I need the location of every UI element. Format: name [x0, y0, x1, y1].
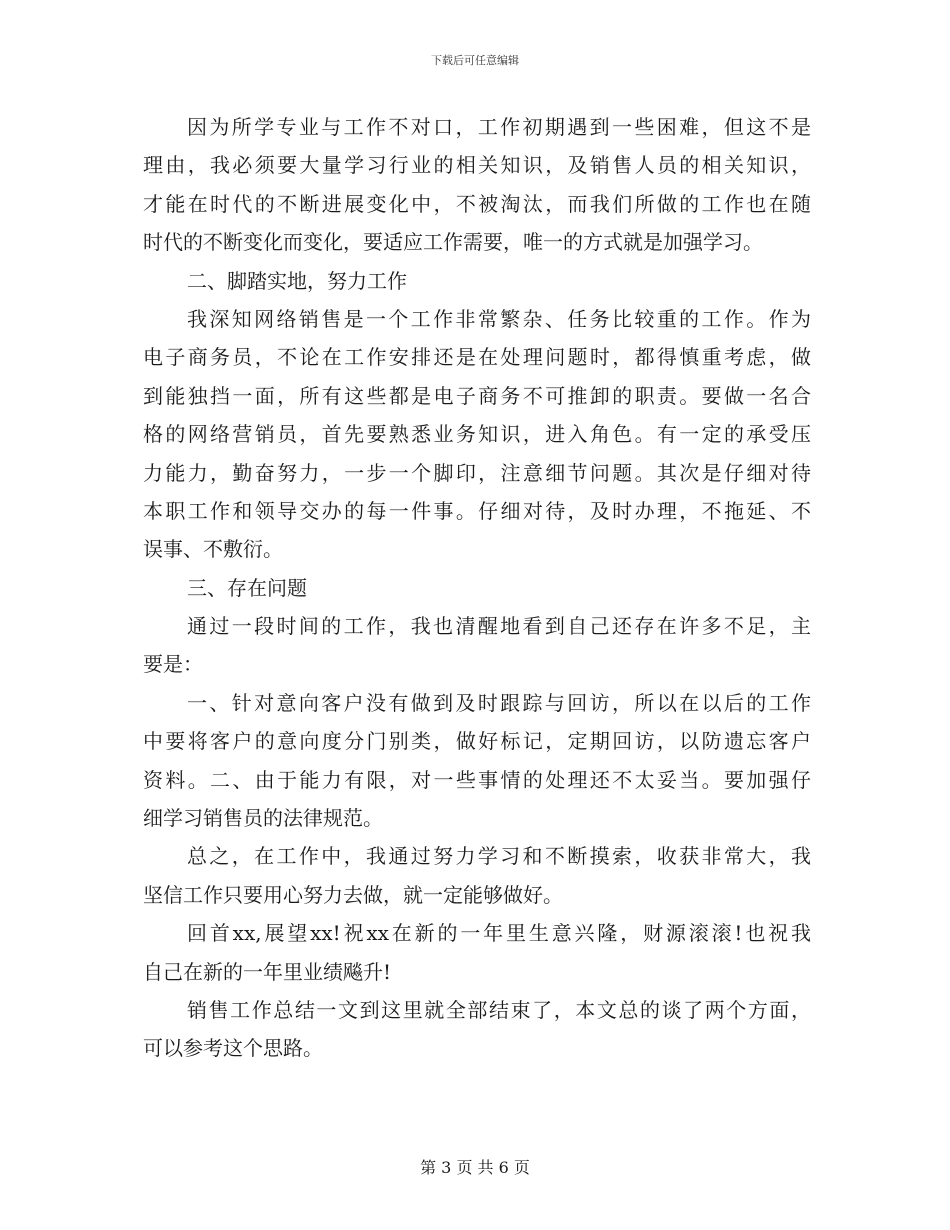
text-line: 误事、不敷衍。 — [143, 537, 283, 562]
text-line: 自己在新的一年里业绩飚升! — [143, 959, 392, 984]
text-line: 我深知网络销售是一个工作非常繁杂、任务比较重的工作。作为 — [187, 306, 811, 331]
text-line: 一、针对意向客户没有做到及时跟踪与回访，所以在以后的工作 — [187, 690, 811, 715]
text-line: 因为所学专业与工作不对口，工作初期遇到一些困难，但这不是 — [187, 115, 811, 139]
text-line: 坚信工作只要用心努力去做，就一定能够做好。 — [143, 882, 563, 907]
text-line: 资料。二、由于能力有限，对一些事情的处理还不太妥当。要加强仔 — [143, 767, 811, 792]
text-line: 才能在时代的不断进展变化中，不被淘汰，而我们所做的工作也在随 — [143, 191, 811, 216]
header-note: 下载后可任意编辑 — [431, 54, 519, 67]
text-line: 力能力，勤奋努力，一步一个脚印，注意细节问题。其次是仔细对待 — [143, 460, 811, 485]
text-line: 中要将客户的意向度分门别类，做好标记，定期回访，以防遗忘客户 — [143, 729, 811, 754]
text-line: 销售工作总结一文到这里就全部结束了，本文总的谈了两个方面， — [187, 997, 811, 1022]
text-line: 格的网络营销员，首先要熟悉业务知识，进入角色。有一定的承受压 — [143, 422, 811, 447]
text-line: 二、脚踏实地，努力工作 — [187, 268, 407, 293]
text-line: 可以参考这个思路。 — [143, 1036, 323, 1061]
text-line: 通过一段时间的工作，我也清醒地看到自己还存在许多不足，主 — [187, 614, 811, 639]
text-line: 电子商务员，不论在工作安排还是在处理问题时，都得慎重考虑，做 — [143, 345, 811, 370]
page-number: 第 3 页 共 6 页 — [420, 1158, 530, 1177]
document-body — [143, 108, 811, 1068]
text-line: 三、存在问题 — [187, 575, 307, 600]
text-line: 时代的不断变化而变化，要适应工作需要，唯一的方式就是加强学习。 — [143, 230, 763, 255]
text-line: 细学习销售员的法律规范。 — [143, 806, 383, 831]
text-line: 总之，在工作中，我通过努力学习和不断摸索，收获非常大，我 — [187, 844, 811, 869]
text-line: 本职工作和领导交办的每一件事。仔细对待，及时办理，不拖延、不 — [143, 498, 811, 523]
text-line: 要是： — [143, 652, 203, 677]
text-line: 回首xx,展望xx!祝xx在新的一年里生意兴隆，财源滚滚!也祝我 — [187, 921, 811, 946]
text-line: 到能独挡一面，所有这些都是电子商务不可推卸的职责。要做一名合 — [143, 383, 811, 408]
text-line: 理由，我必须要大量学习行业的相关知识，及销售人员的相关知识， — [143, 153, 811, 178]
